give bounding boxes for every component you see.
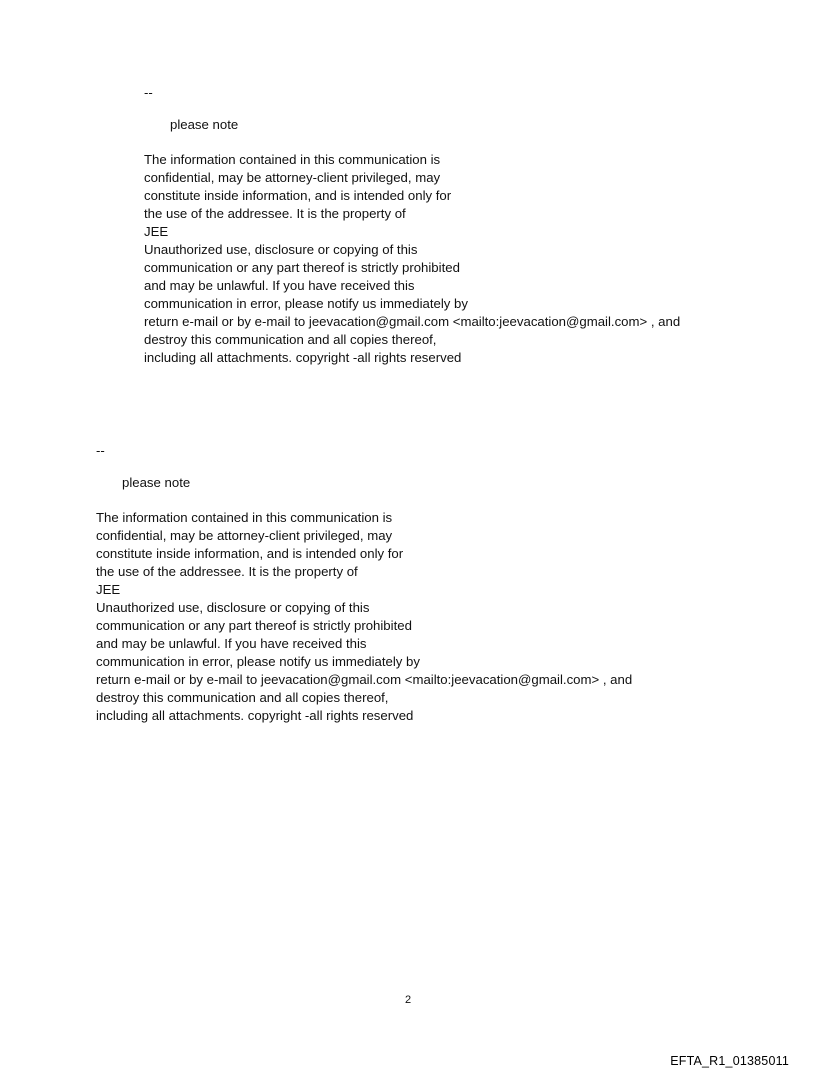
text-line: destroy this communication and all copies thereof, <box>144 332 437 347</box>
text-line: The information contained in this communication is <box>144 152 441 167</box>
bates-number: EFTA_R1_01385011 <box>670 1054 789 1068</box>
disclaimer-text <box>96 509 632 725</box>
text-line: communication in error, please notify us immediately by <box>144 296 468 311</box>
text-line: Unauthorized use, disclosure or copying of this <box>144 242 418 257</box>
text-line: destroy this communication and all copies thereof, <box>96 690 389 705</box>
note-heading: please note <box>122 475 191 490</box>
text-line: JEE <box>96 582 121 597</box>
email-line: return e-mail or by e-mail to jeevacation@gmail.com <mailto:jeevacation@gmail.com> , and <box>96 672 633 687</box>
note-heading: please note <box>170 117 239 132</box>
separator: -- <box>96 443 105 458</box>
text-line: the use of the addressee. It is the property of <box>144 206 406 221</box>
text-line: Unauthorized use, disclosure or copying of this <box>96 600 370 615</box>
text-line: constitute inside information, and is intended only for <box>144 188 452 203</box>
disclaimer-text <box>144 151 680 367</box>
separator: -- <box>144 85 153 100</box>
text-line: and may be unlawful. If you have received this <box>96 636 367 651</box>
text-line: communication or any part thereof is strictly prohibited <box>144 260 460 275</box>
page-number: 2 <box>404 994 412 1006</box>
email-line: return e-mail or by e-mail to jeevacation@gmail.com <mailto:jeevacation@gmail.com> , and <box>144 314 681 329</box>
text-line: including all attachments. copyright -all rights reserved <box>144 350 462 365</box>
disclaimer-block <box>96 442 632 725</box>
disclaimer-block-indented <box>144 84 680 367</box>
text-line: the use of the addressee. It is the property of <box>96 564 358 579</box>
text-line: The information contained in this communication is <box>96 510 393 525</box>
text-line: communication or any part thereof is strictly prohibited <box>96 618 412 633</box>
text-line: constitute inside information, and is intended only for <box>96 546 404 561</box>
text-line: confidential, may be attorney-client privileged, may <box>96 528 393 543</box>
text-line: including all attachments. copyright -all rights reserved <box>96 708 414 723</box>
text-line: and may be unlawful. If you have received this <box>144 278 415 293</box>
text-line: communication in error, please notify us immediately by <box>96 654 420 669</box>
text-line: confidential, may be attorney-client privileged, may <box>144 170 441 185</box>
text-line: JEE <box>144 224 169 239</box>
